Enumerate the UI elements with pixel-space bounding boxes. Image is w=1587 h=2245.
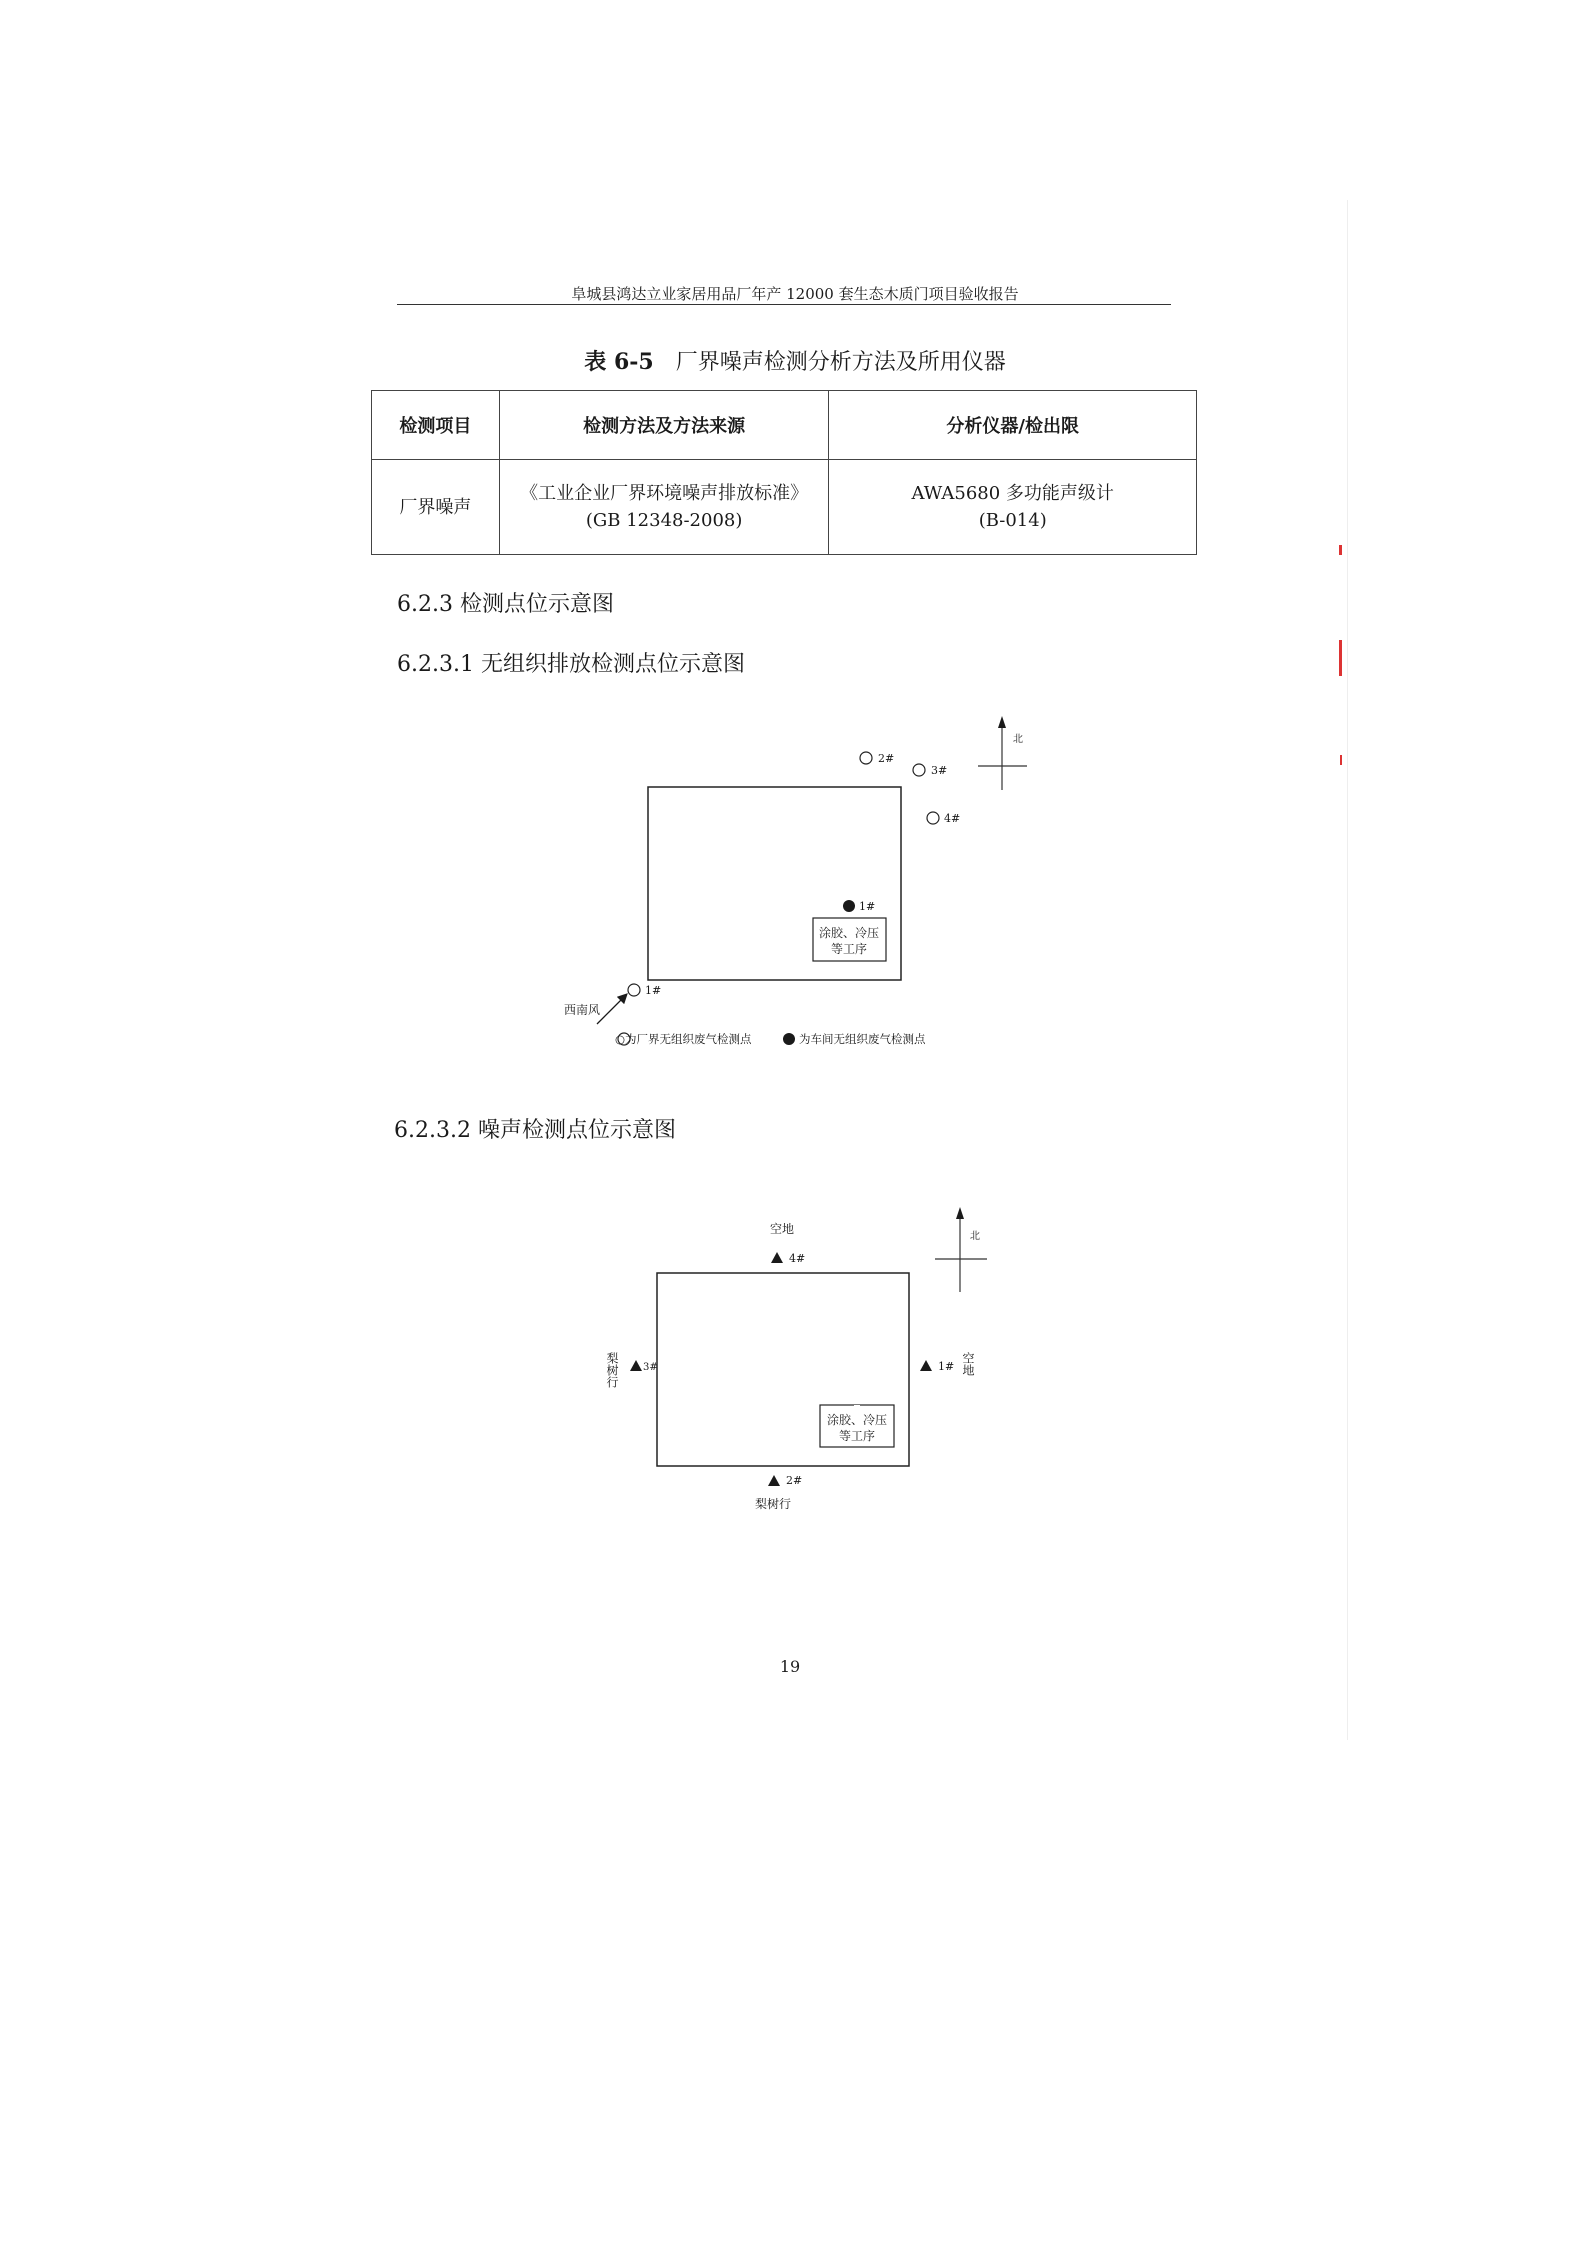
scan-artifact [1340,755,1342,765]
point-label: 2# [878,752,895,765]
noise-point-2-icon [768,1475,780,1486]
north-label: 北 [1013,734,1023,745]
noise-point-3-icon [630,1360,642,1371]
point-label: 3# [931,764,948,777]
north-arrow-icon [998,716,1006,728]
scan-artifact [1339,545,1342,555]
scan-artifact [1339,640,1342,676]
north-indicator [935,1207,987,1292]
emission-diagram [564,716,1027,1046]
section-heading-6-2-3-1: 6.2.3.1 无组织排放检测点位示意图 [397,652,745,677]
legend-solid-circle-icon [783,1033,795,1045]
point-label: 1# [859,900,876,913]
wind-label: 西南风 [564,1003,601,1017]
right-side-label: 空地 [961,1352,975,1376]
noise-diagram [605,1207,987,1511]
point-label: 1# [645,984,662,997]
bottom-side-label: 梨树行 [754,1497,792,1511]
process-label: 等工序 [838,1429,876,1443]
left-side-label: 梨树行 [605,1352,619,1388]
table-header-cell: 检测方法及方法来源 [499,391,829,460]
workshop-point-1 [843,900,855,912]
section-heading-6-2-3-2: 6.2.3.2 噪声检测点位示意图 [394,1118,676,1143]
table-header-cell: 检测项目 [372,391,500,460]
noise-point-4-icon [771,1252,783,1263]
report-header-title: 阜城县鸿达立业家居用品厂年产 12000 套生态木质门项目验收报告 [571,285,1019,303]
boundary-point-2 [860,752,872,764]
instrument-line: AWA5680 多功能声级计 [911,483,1114,504]
point-label: 2# [786,1474,803,1487]
process-label: 等工序 [830,942,868,956]
point-label: 4# [944,812,961,825]
point-label: 4# [789,1252,806,1265]
boundary-point-1 [628,984,640,996]
process-label: 涂胶、冷压 [818,926,880,940]
table-caption-number: 表 6-5 [584,349,654,375]
top-side-label: 空地 [769,1222,795,1236]
north-arrow-icon [956,1207,964,1219]
point-label: 3# [643,1362,658,1373]
point-label: 1# [938,1360,955,1373]
table-cell-item: 厂界噪声 [372,460,500,555]
boundary-point-3 [913,764,925,776]
north-label: 北 [970,1231,980,1242]
instrument-line: (B-014) [978,510,1047,531]
noise-point-1-icon [920,1360,932,1371]
boundary-point-4 [927,812,939,824]
process-label: 涂胶、冷压 [826,1413,888,1427]
legend-solid-text: 为车间无组织废气检测点 [799,1032,926,1046]
north-indicator [978,716,1027,790]
wind-direction-arrow [597,995,626,1024]
table-caption-title: 厂界噪声检测分析方法及所用仪器 [675,350,1006,375]
method-line: (GB 12348-2008) [585,510,743,531]
legend-hollow-text: ○为厂界无组织废气检测点 [615,1032,752,1046]
scan-edge-line [1347,200,1348,1740]
method-line: 《工业企业厂界环境噪声排放标准》 [520,483,809,504]
table-header-cell: 分析仪器/检出限 [829,391,1197,460]
page-number: 19 [779,1657,801,1676]
section-heading-6-2-3: 6.2.3 检测点位示意图 [397,592,614,617]
